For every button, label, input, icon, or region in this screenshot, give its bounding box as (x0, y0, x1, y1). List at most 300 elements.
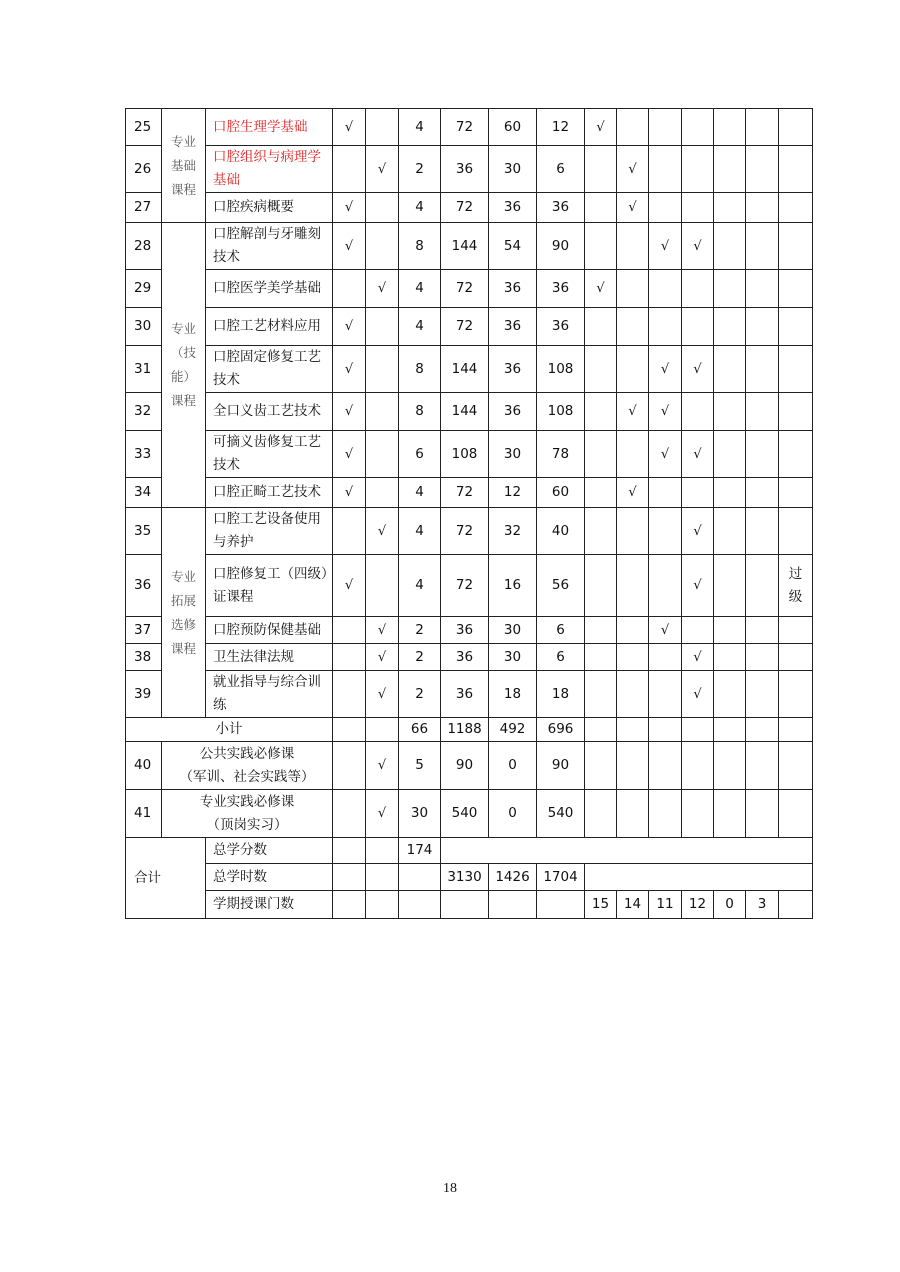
table-row (126, 508, 813, 555)
credits: 4 (399, 109, 441, 146)
check-mark: √ (366, 617, 399, 644)
semester-6 (746, 346, 779, 393)
semester-3-courses: 11 (649, 891, 682, 919)
semester-5 (714, 146, 746, 193)
category-elective: 专业 拓展 选修 课程 (162, 508, 206, 718)
total-hours-label: 总学时数 (206, 864, 333, 891)
semester-4: √ (682, 508, 714, 555)
theory-hours: 30 (489, 644, 537, 671)
semester-2 (617, 718, 649, 742)
practice-hours: 40 (537, 508, 585, 555)
semester-2 (617, 555, 649, 617)
semester-5 (714, 109, 746, 146)
practice-hours: 540 (537, 790, 585, 838)
semester-6 (746, 742, 779, 790)
table-row (126, 223, 813, 270)
semester-4 (682, 617, 714, 644)
semester-1 (585, 508, 617, 555)
table-row (126, 431, 813, 478)
row-number: 36 (126, 555, 162, 617)
semester-3 (649, 718, 682, 742)
blank-area (585, 864, 813, 891)
semester-3 (649, 508, 682, 555)
row-number: 39 (126, 671, 162, 718)
semester-1 (585, 671, 617, 718)
semester-1 (585, 431, 617, 478)
semester-4 (682, 270, 714, 308)
theory-hours: 60 (489, 109, 537, 146)
semester-4 (682, 718, 714, 742)
semester-4: √ (682, 431, 714, 478)
total-hours: 36 (441, 146, 489, 193)
practice-hours: 108 (537, 393, 585, 431)
theory-hours: 36 (489, 346, 537, 393)
semester-4 (682, 478, 714, 508)
course-name: 公共实践必修课 （军训、社会实践等） (162, 742, 333, 790)
total-hours: 36 (441, 671, 489, 718)
exam-mark: √ (333, 193, 366, 223)
row-number: 37 (126, 617, 162, 644)
semester-2: √ (617, 478, 649, 508)
course-name: 口腔组织与病理学基础 (206, 146, 333, 193)
semester-2 (617, 617, 649, 644)
row-number: 41 (126, 790, 162, 838)
practice-hours: 108 (537, 346, 585, 393)
total-hours: 144 (441, 393, 489, 431)
credits: 2 (399, 644, 441, 671)
semester-5 (714, 346, 746, 393)
check-mark (366, 393, 399, 431)
theory-hours: 30 (489, 617, 537, 644)
course-name: 口腔修复工（四级）证课程 (206, 555, 333, 617)
semester-4 (682, 790, 714, 838)
credits: 8 (399, 393, 441, 431)
semester-3: √ (649, 393, 682, 431)
semester-4 (682, 308, 714, 346)
semester-2 (617, 742, 649, 790)
semester-2 (617, 346, 649, 393)
exam-mark: √ (333, 393, 366, 431)
note (779, 718, 813, 742)
table-row (126, 671, 813, 718)
semester-3: √ (649, 223, 682, 270)
semester-1 (585, 223, 617, 270)
total-hours: 90 (441, 742, 489, 790)
note (779, 742, 813, 790)
credits: 30 (399, 790, 441, 838)
semester-4: √ (682, 346, 714, 393)
credits: 5 (399, 742, 441, 790)
table-row (126, 346, 813, 393)
semester-4: √ (682, 644, 714, 671)
exam-mark: √ (333, 109, 366, 146)
note (779, 193, 813, 223)
row-number: 40 (126, 742, 162, 790)
total-hours: 1188 (441, 718, 489, 742)
practice-hours: 78 (537, 431, 585, 478)
exam-mark (333, 671, 366, 718)
total-hours: 36 (441, 617, 489, 644)
theory-hours: 16 (489, 555, 537, 617)
total-hours: 36 (441, 644, 489, 671)
note (779, 223, 813, 270)
semester-5 (714, 478, 746, 508)
theory-hours: 0 (489, 742, 537, 790)
subtotal-label: 小计 (126, 718, 333, 742)
semester-5 (714, 790, 746, 838)
theory-hours: 36 (489, 308, 537, 346)
practice-hours: 6 (537, 617, 585, 644)
semester-5 (714, 223, 746, 270)
credits: 8 (399, 346, 441, 393)
practice-hours: 60 (537, 478, 585, 508)
table-row (126, 193, 813, 223)
semester-6 (746, 671, 779, 718)
semester-6 (746, 308, 779, 346)
total-hours: 3130 (441, 864, 489, 891)
semester-1 (585, 790, 617, 838)
check-mark (366, 838, 399, 864)
semester-2 (617, 270, 649, 308)
row-number: 30 (126, 308, 162, 346)
semester-1 (585, 617, 617, 644)
semester-6 (746, 393, 779, 431)
semester-3: √ (649, 346, 682, 393)
total-hours: 144 (441, 223, 489, 270)
semester-6 (746, 223, 779, 270)
semester-5 (714, 308, 746, 346)
practice-hours: 56 (537, 555, 585, 617)
semester-courses-label: 学期授课门数 (206, 891, 333, 919)
total-hours: 108 (441, 431, 489, 478)
table-row (126, 270, 813, 308)
semester-3 (649, 193, 682, 223)
exam-mark (333, 146, 366, 193)
semester-6 (746, 617, 779, 644)
exam-mark (333, 508, 366, 555)
semester-1 (585, 644, 617, 671)
semester-5 (714, 508, 746, 555)
exam-mark: √ (333, 346, 366, 393)
note (779, 644, 813, 671)
semester-5 (714, 270, 746, 308)
exam-mark: √ (333, 308, 366, 346)
course-name: 专业实践必修课 （顶岗实习） (162, 790, 333, 838)
credits (399, 864, 441, 891)
exam-mark (333, 891, 366, 919)
credits: 4 (399, 555, 441, 617)
total-hours: 72 (441, 308, 489, 346)
semester-2 (617, 790, 649, 838)
exam-mark (333, 718, 366, 742)
practice-row (126, 742, 813, 790)
table-row (126, 308, 813, 346)
semester-6 (746, 478, 779, 508)
credits: 66 (399, 718, 441, 742)
exam-mark: √ (333, 431, 366, 478)
check-mark (366, 431, 399, 478)
course-name: 口腔疾病概要 (206, 193, 333, 223)
row-number: 33 (126, 431, 162, 478)
total-hours: 540 (441, 790, 489, 838)
semester-4: √ (682, 555, 714, 617)
check-mark (366, 223, 399, 270)
check-mark (366, 555, 399, 617)
semester-2 (617, 223, 649, 270)
course-name: 口腔固定修复工艺技术 (206, 346, 333, 393)
credits: 4 (399, 270, 441, 308)
check-mark: √ (366, 671, 399, 718)
check-mark: √ (366, 644, 399, 671)
semester-3 (649, 671, 682, 718)
semester-1 (585, 146, 617, 193)
semester-4 (682, 193, 714, 223)
note (779, 508, 813, 555)
semester-4 (682, 393, 714, 431)
semester-1 (585, 193, 617, 223)
row-number: 32 (126, 393, 162, 431)
theory-hours: 0 (489, 790, 537, 838)
row-number: 27 (126, 193, 162, 223)
semester-5 (714, 742, 746, 790)
semester-3 (649, 478, 682, 508)
semester-6 (746, 193, 779, 223)
semester-4 (682, 742, 714, 790)
totals-label: 合计 (126, 838, 206, 919)
theory-hours (489, 891, 537, 919)
theory-hours: 30 (489, 146, 537, 193)
check-mark (366, 346, 399, 393)
semester-4 (682, 109, 714, 146)
semester-2 (617, 109, 649, 146)
course-name: 口腔生理学基础 (206, 109, 333, 146)
credits: 2 (399, 671, 441, 718)
row-number: 38 (126, 644, 162, 671)
practice-hours: 36 (537, 270, 585, 308)
semester-3: √ (649, 617, 682, 644)
practice-hours: 36 (537, 308, 585, 346)
semester-2 (617, 644, 649, 671)
check-mark (366, 308, 399, 346)
semester-2 (617, 508, 649, 555)
semester-5 (714, 644, 746, 671)
semester-5 (714, 671, 746, 718)
exam-mark (333, 644, 366, 671)
check-mark: √ (366, 146, 399, 193)
table-row (126, 478, 813, 508)
note (779, 270, 813, 308)
course-name: 可摘义齿修复工艺技术 (206, 431, 333, 478)
category-skill: 专业 （技 能） 课程 (162, 223, 206, 508)
exam-mark (333, 742, 366, 790)
check-mark (366, 891, 399, 919)
total-hours: 72 (441, 508, 489, 555)
semester-4: √ (682, 671, 714, 718)
row-number: 25 (126, 109, 162, 146)
semester-5 (714, 431, 746, 478)
semester-2: √ (617, 146, 649, 193)
credits (399, 891, 441, 919)
row-number: 26 (126, 146, 162, 193)
semester-1 (585, 478, 617, 508)
table-row (126, 644, 813, 671)
theory-hours: 36 (489, 393, 537, 431)
theory-hours: 492 (489, 718, 537, 742)
semester-6 (746, 431, 779, 478)
semester-6 (746, 790, 779, 838)
theory-hours: 1426 (489, 864, 537, 891)
semester-6 (746, 555, 779, 617)
total-hours: 144 (441, 346, 489, 393)
row-number: 28 (126, 223, 162, 270)
total-hours: 72 (441, 270, 489, 308)
practice-hours: 90 (537, 223, 585, 270)
total-credits: 174 (399, 838, 441, 864)
note (779, 790, 813, 838)
semester-3 (649, 742, 682, 790)
credits: 4 (399, 308, 441, 346)
note (779, 891, 813, 919)
check-mark (366, 109, 399, 146)
row-number: 31 (126, 346, 162, 393)
table-body (126, 109, 813, 919)
semester-1-courses: 15 (585, 891, 617, 919)
semester-5-courses: 0 (714, 891, 746, 919)
semester-5 (714, 617, 746, 644)
course-name: 口腔预防保健基础 (206, 617, 333, 644)
exam-mark (333, 270, 366, 308)
semester-2 (617, 308, 649, 346)
row-number: 34 (126, 478, 162, 508)
semester-5 (714, 718, 746, 742)
course-name: 口腔工艺设备使用与养护 (206, 508, 333, 555)
practice-hours: 18 (537, 671, 585, 718)
credits: 4 (399, 478, 441, 508)
total-hours: 72 (441, 193, 489, 223)
semester-2 (617, 671, 649, 718)
credits: 4 (399, 193, 441, 223)
table-row (126, 109, 813, 146)
credits: 4 (399, 508, 441, 555)
table-row (126, 393, 813, 431)
check-mark: √ (366, 270, 399, 308)
note: 过 级 (779, 555, 813, 617)
semester-4: √ (682, 223, 714, 270)
semester-3 (649, 270, 682, 308)
check-mark (366, 864, 399, 891)
theory-hours: 54 (489, 223, 537, 270)
semester-4-courses: 12 (682, 891, 714, 919)
semester-3: √ (649, 431, 682, 478)
semester-4 (682, 146, 714, 193)
theory-hours: 36 (489, 270, 537, 308)
check-mark (366, 193, 399, 223)
course-name: 口腔正畸工艺技术 (206, 478, 333, 508)
semester-1 (585, 346, 617, 393)
check-mark: √ (366, 742, 399, 790)
course-name: 卫生法律法规 (206, 644, 333, 671)
credits: 2 (399, 146, 441, 193)
semester-6-courses: 3 (746, 891, 779, 919)
credits: 2 (399, 617, 441, 644)
semester-3 (649, 308, 682, 346)
course-name: 口腔工艺材料应用 (206, 308, 333, 346)
exam-mark (333, 838, 366, 864)
theory-hours: 36 (489, 193, 537, 223)
table-row (126, 555, 813, 617)
note (779, 478, 813, 508)
semester-1: √ (585, 270, 617, 308)
semester-2: √ (617, 393, 649, 431)
practice-hours: 6 (537, 146, 585, 193)
semester-6 (746, 270, 779, 308)
semester-3 (649, 644, 682, 671)
semester-1 (585, 742, 617, 790)
semester-6 (746, 508, 779, 555)
note (779, 146, 813, 193)
practice-hours (537, 891, 585, 919)
semester-5 (714, 193, 746, 223)
semester-6 (746, 109, 779, 146)
semester-6 (746, 644, 779, 671)
exam-mark: √ (333, 478, 366, 508)
semester-5 (714, 393, 746, 431)
exam-mark: √ (333, 555, 366, 617)
semester-3 (649, 555, 682, 617)
totals-row (126, 838, 813, 864)
exam-mark (333, 864, 366, 891)
course-plan-table (125, 108, 813, 919)
practice-hours: 12 (537, 109, 585, 146)
practice-hours: 696 (537, 718, 585, 742)
practice-hours: 36 (537, 193, 585, 223)
semester-6 (746, 146, 779, 193)
semester-2 (617, 431, 649, 478)
semester-1 (585, 555, 617, 617)
semester-3 (649, 790, 682, 838)
row-number: 29 (126, 270, 162, 308)
semester-3 (649, 109, 682, 146)
exam-mark (333, 617, 366, 644)
semester-5 (714, 555, 746, 617)
semester-2: √ (617, 193, 649, 223)
semester-2-courses: 14 (617, 891, 649, 919)
check-mark: √ (366, 508, 399, 555)
theory-hours: 32 (489, 508, 537, 555)
total-credits-label: 总学分数 (206, 838, 333, 864)
total-hours (441, 891, 489, 919)
theory-hours: 12 (489, 478, 537, 508)
table-row (126, 617, 813, 644)
credits: 8 (399, 223, 441, 270)
note (779, 109, 813, 146)
semester-6 (746, 718, 779, 742)
course-name: 就业指导与综合训练 (206, 671, 333, 718)
check-mark (366, 718, 399, 742)
table-row (126, 146, 813, 193)
practice-hours: 1704 (537, 864, 585, 891)
theory-hours: 30 (489, 431, 537, 478)
total-hours: 72 (441, 478, 489, 508)
row-number: 35 (126, 508, 162, 555)
semester-1 (585, 393, 617, 431)
credits: 6 (399, 431, 441, 478)
note (779, 346, 813, 393)
note (779, 671, 813, 718)
course-name: 全口义齿工艺技术 (206, 393, 333, 431)
note (779, 431, 813, 478)
semester-1 (585, 718, 617, 742)
